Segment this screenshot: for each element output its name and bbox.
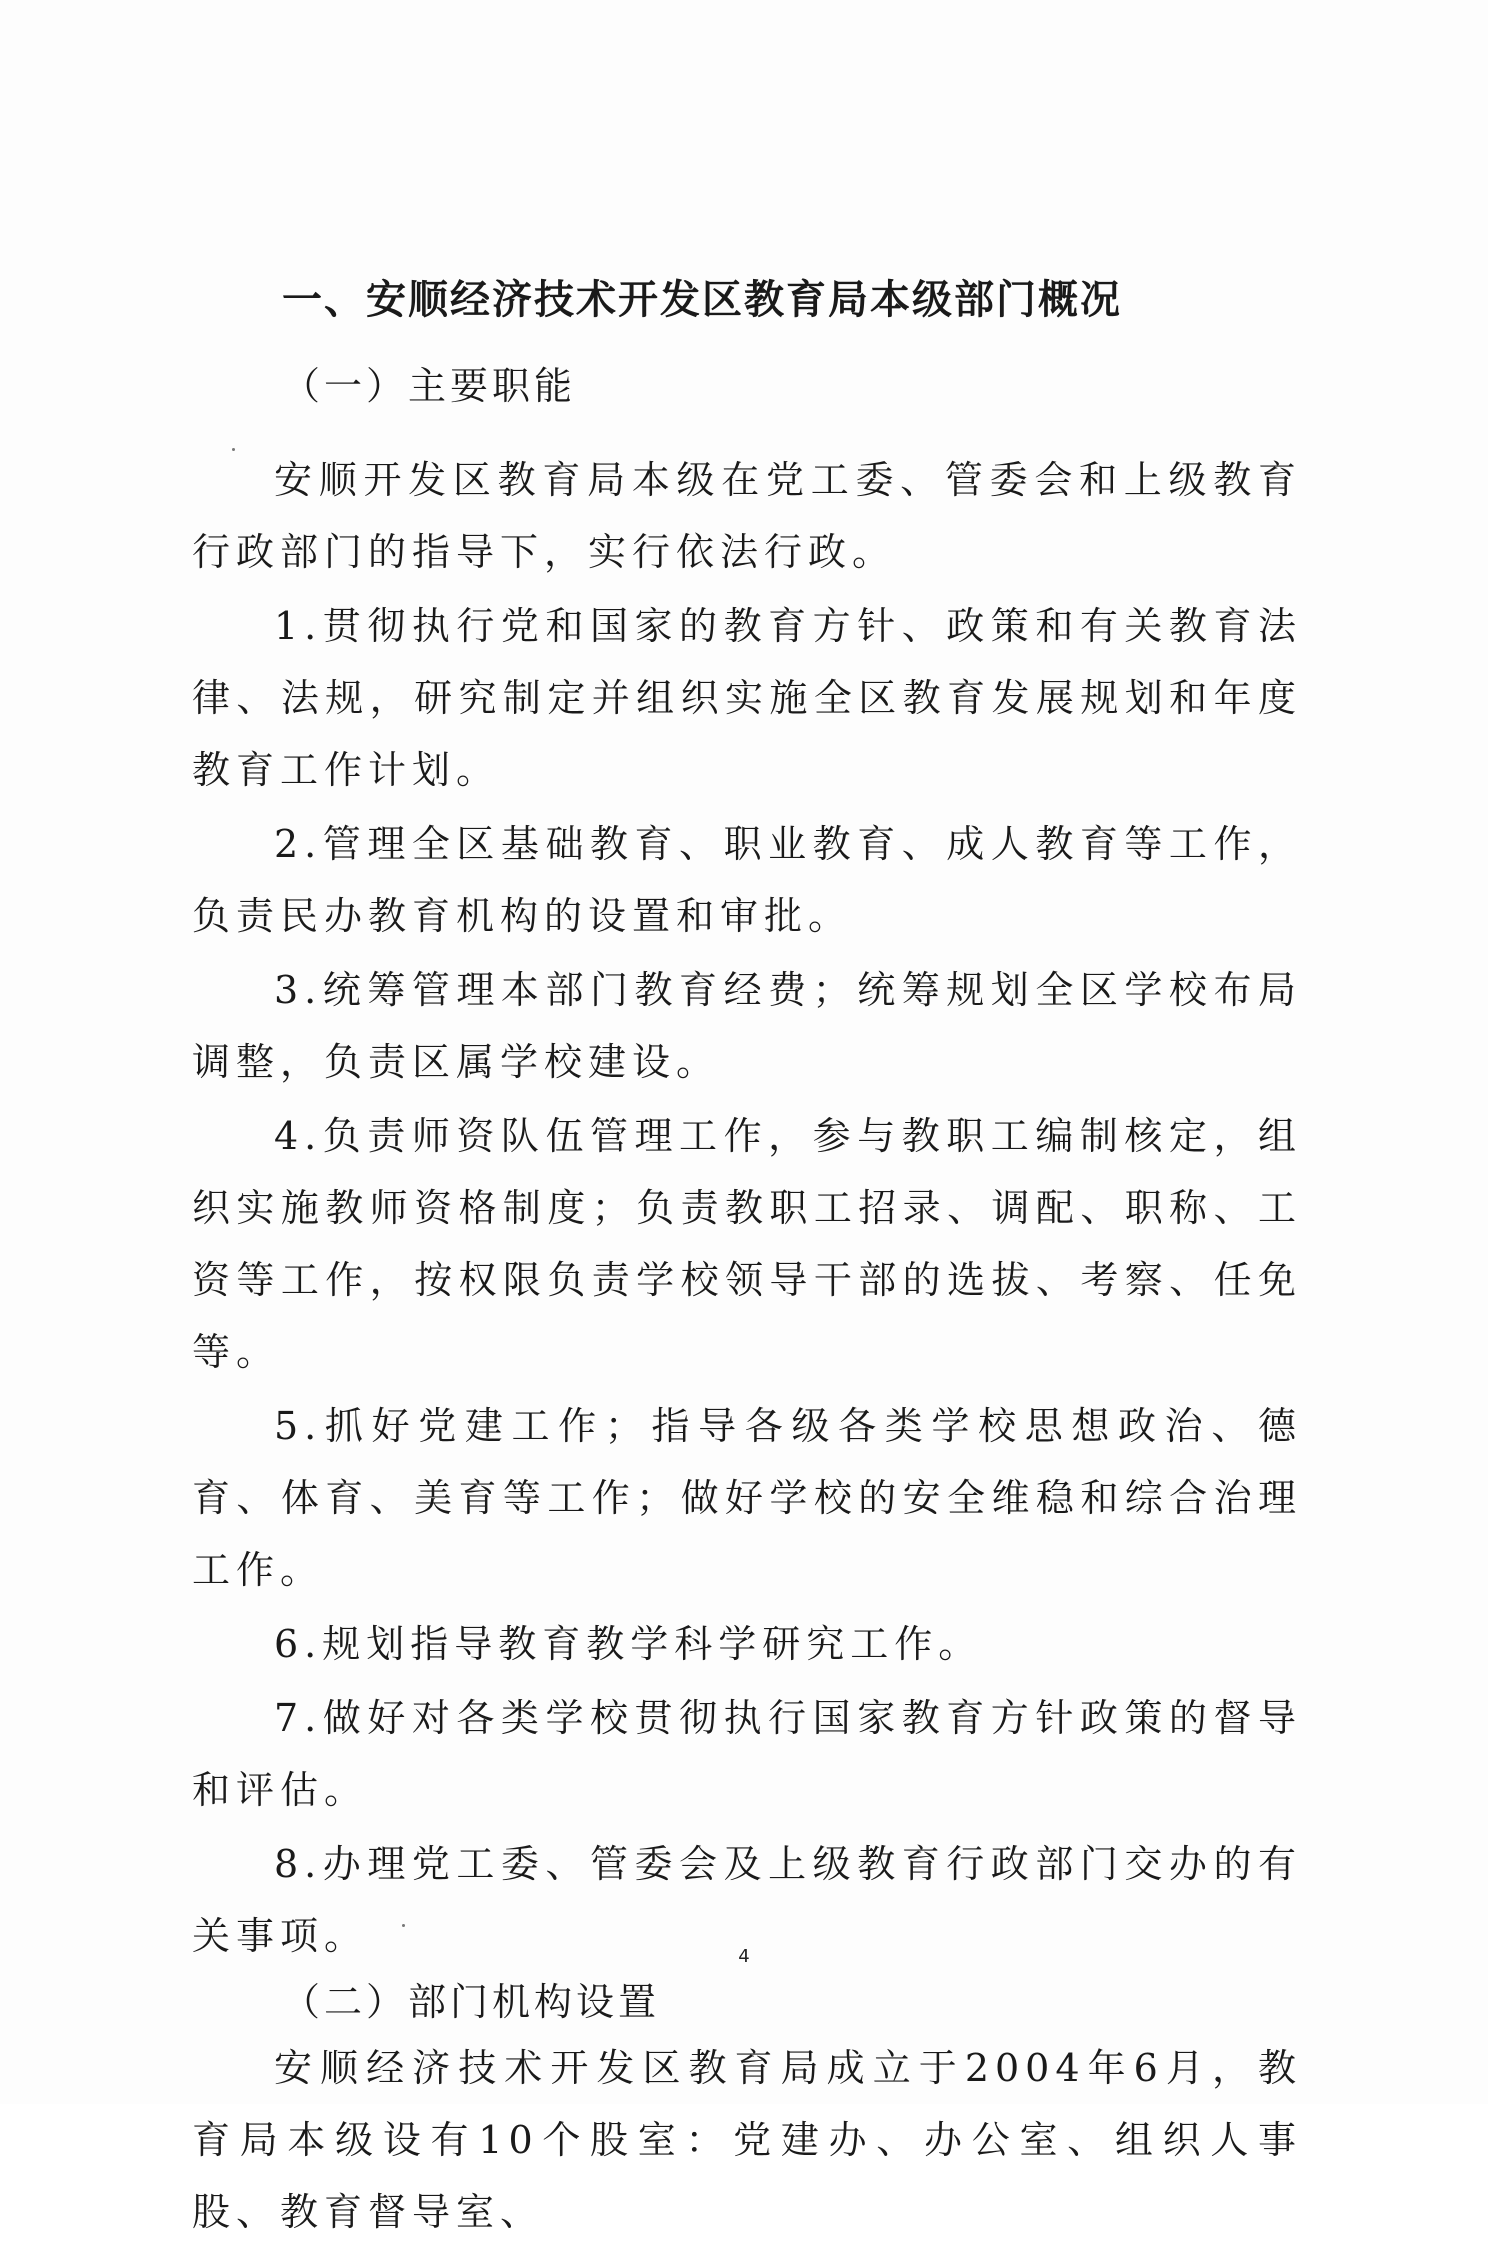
section-heading: 一、安顺经济技术开发区教育局本级部门概况	[282, 277, 1122, 323]
scan-speck	[402, 1924, 405, 1927]
function-item-3: 3.统筹管理本部门教育经费；统筹规划全区学校布局调整，负责区属学校建设。	[192, 968, 1302, 1084]
subsection-title-functions: （一）主要职能	[282, 364, 577, 408]
scan-speck	[232, 448, 235, 451]
function-item-2: 2.管理全区基础教育、职业教育、成人教育等工作，负责民办教育机构的设置和审批。	[192, 822, 1302, 938]
function-item-6: 6.规划指导教育教学科学研究工作。	[274, 1622, 983, 1666]
function-item-8: 8.办理党工委、管委会及上级教育行政部门交办的有关事项。	[192, 1842, 1302, 1958]
subsection-title-structure: （二）部门机构设置	[282, 1980, 661, 2024]
function-item-1: 1.贯彻执行党和国家的教育方针、政策和有关教育法律、法规，研究制定并组织实施全区教育发展规划和年度教育工作计划。	[192, 604, 1302, 792]
function-item-7: 7.做好对各类学校贯彻执行国家教育方针政策的督导和评估。	[192, 1696, 1302, 1812]
structure-paragraph: 安顺经济技术开发区教育局成立于2004年6月，教育局本级设有10个股室：党建办、办公室、组织人事股、教育督导室、	[192, 2046, 1302, 2234]
function-item-5: 5.抓好党建工作；指导各级各类学校思想政治、德育、体育、美育等工作；做好学校的安全维稳和综合治理工作。	[192, 1404, 1302, 1592]
intro-paragraph: 安顺开发区教育局本级在党工委、管委会和上级教育行政部门的指导下，实行依法行政。	[192, 458, 1302, 574]
function-item-4: 4.负责师资队伍管理工作，参与教职工编制核定，组织实施教师资格制度；负责教职工招录、调配、职称、工资等工作，按权限负责学校领导干部的选拔、考察、任免等。	[192, 1114, 1302, 1374]
page-number: 4	[738, 1946, 750, 1967]
